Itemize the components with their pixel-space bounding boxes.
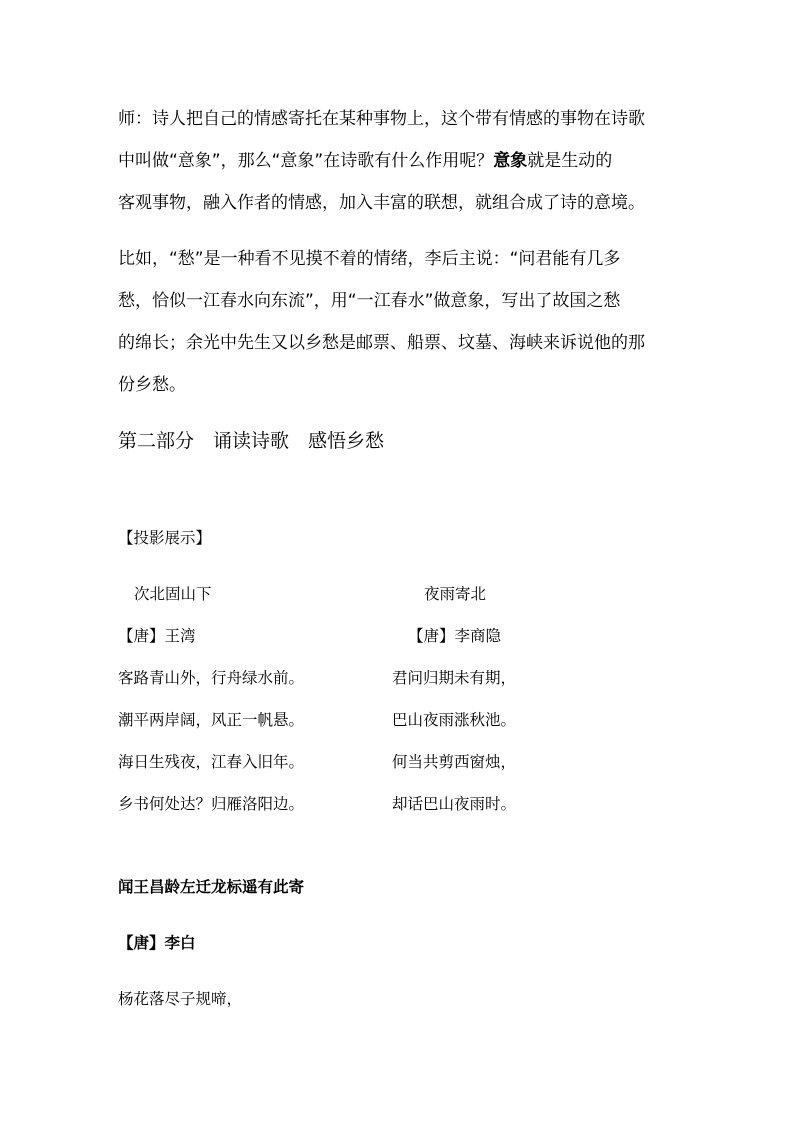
poem-left-line-1: 客路青山外，行舟绿水前。 bbox=[118, 669, 305, 687]
poem-left-author: 【唐】王湾 bbox=[118, 627, 196, 645]
projection-label: 【投影展示】 bbox=[118, 529, 212, 547]
poem-right-line-4: 却话巴山夜雨时。 bbox=[392, 795, 517, 813]
intro-line-2-end: 就是生动的 bbox=[527, 151, 613, 171]
intro-line-2-text: 中叫做“意象”，那么“意象”在诗歌有什么作用呢？ bbox=[118, 151, 494, 171]
poem-right-line-3: 何当共剪西窗烛， bbox=[392, 753, 517, 771]
intro-line-2 bbox=[118, 146, 612, 171]
example-line-2: 愁，恰似一江春水向东流”，用“一江春水”做意象，写出了故国之愁 bbox=[118, 291, 621, 311]
example-line-4: 份乡愁。 bbox=[118, 375, 186, 395]
section-heading: 第二部分 诵读诗歌 感悟乡愁 bbox=[118, 430, 385, 452]
poem-left-line-2: 潮平两岸阔，风正一帆悬。 bbox=[118, 711, 305, 729]
poem-left-line-3: 海日生残夜，江春入旧年。 bbox=[118, 753, 305, 771]
intro-line-3: 客观事物，融入作者的情感，加入丰富的联想，就组合成了诗的意境。 bbox=[118, 193, 645, 213]
poem-three-title: 闻王昌龄左迁龙标遥有此寄 bbox=[118, 878, 305, 896]
poem-right-title: 夜雨寄北 bbox=[424, 585, 487, 603]
example-line-3: 的绵长；余光中先生又以乡愁是邮票、船票、坟墓、海峡来诉说他的那 bbox=[118, 333, 645, 353]
poem-three-author: 【唐】李白 bbox=[118, 934, 196, 952]
poem-right-author: 【唐】李商隐 bbox=[408, 627, 502, 645]
poem-right-line-2: 巴山夜雨涨秋池。 bbox=[392, 711, 517, 729]
intro-line-1: 师：诗人把自己的情感寄托在某种事物上，这个带有情感的事物在诗歌 bbox=[118, 109, 645, 129]
poem-left-title: 次北固山下 bbox=[134, 585, 212, 603]
poem-left-line-4: 乡书何处达？归雁洛阳边。 bbox=[118, 795, 305, 813]
poem-right-line-1: 君问归期未有期， bbox=[392, 669, 517, 687]
poem-three-line-1: 杨花落尽子规啼， bbox=[118, 990, 243, 1008]
intro-keyword-bold: 意象 bbox=[493, 151, 528, 171]
example-line-1: 比如，“愁”是一种看不见摸不着的情绪，李后主说：“问君能有几多 bbox=[118, 249, 621, 269]
